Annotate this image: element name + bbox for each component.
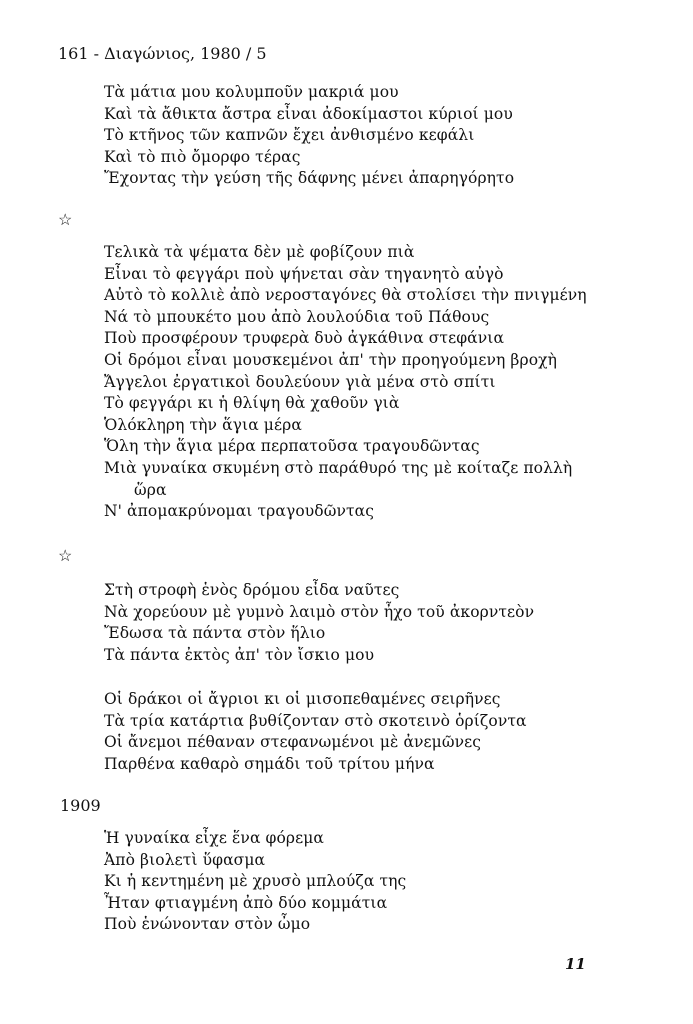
poem-line: Καὶ τὸ πιὸ ὄμορφο τέρας xyxy=(104,147,301,166)
poem-line: Νὰ χορεύουν μὲ γυμνὸ λαιμὸ στὸν ἦχο τοῦ ἀκορντεὸν xyxy=(104,602,535,621)
poem-line: Μιὰ γυναίκα σκυμένη στὸ παράθυρό της μὲ κοίταζε πολλὴ xyxy=(104,458,573,477)
poem-line: Ποὺ προσφέρουν τρυφερὰ δυὸ ἀγκάθινα στεφάνια xyxy=(104,329,505,348)
poem-line: Τὰ τρία κατάρτια βυθίζονταν στὸ σκοτεινὸ ὁρίζοντα xyxy=(104,711,527,730)
star-icon: ☆ xyxy=(58,546,73,565)
stanza-1 xyxy=(104,82,514,190)
poem-line: Στὴ στροφὴ ἑνὸς δρόμου εἶδα ναῦτες xyxy=(104,581,400,599)
poem-line: Ἄγγελοι ἐργατικοὶ δουλεύουν γιὰ μένα στὸ σπίτι xyxy=(104,372,496,391)
poem-line: Ἔχοντας τὴν γεύση τῆς δάφνης μένει ἀπαρηγόρητο xyxy=(104,169,515,188)
poem-line: Τὰ πάντα ἐκτὸς ἀπ' τὸν ἴσκιο μου xyxy=(104,645,375,664)
poem-line: Τὸ κτῆνος τῶν καπνῶν ἔχει ἀνθισμένο κεφάλι xyxy=(104,126,475,145)
stanza-3 xyxy=(104,580,534,666)
poem-line: Ἀπὸ βιολετὶ ὕφασμα xyxy=(104,850,266,869)
poem-line: Οἱ δράκοι οἱ ἄγριοι κι οἱ μισοπεθαμένες σειρῆνες xyxy=(104,690,501,708)
poem-line: Τελικὰ τὰ ψέματα δὲν μὲ φοβίζουν πιὰ xyxy=(104,243,415,261)
poem-line: Τὰ μάτια μου κολυμποῦν μακριά μου xyxy=(104,83,399,101)
poem-line: Ὅλη τὴν ἅγια μέρα περπατοῦσα τραγουδῶντας xyxy=(104,437,480,456)
poem-line: Ὁλόκληρη τὴν ἅγια μέρα xyxy=(104,415,302,434)
stanza-2 xyxy=(104,242,587,523)
stanza-5 xyxy=(104,828,406,936)
star-icon: ☆ xyxy=(58,210,73,229)
poem-line: Οἱ ἄνεμοι πέθαναν στεφανωμένοι μὲ ἀνεμῶνες xyxy=(104,733,482,752)
year-heading: 1909 xyxy=(60,796,101,815)
poem-line: Αὐτὸ τὸ κολλιὲ ἀπὸ νεροσταγόνες θὰ στολίσει τὴν πνιγμένη xyxy=(104,286,587,305)
poem-line: Καὶ τὰ ἄθικτα ἄστρα εἶναι ἀδοκίμαστοι κύριοί μου xyxy=(104,104,513,123)
poem-line: Ἦταν φτιαγμένη ἀπὸ δύο κομμάτια xyxy=(104,893,388,912)
poem-line: Ἡ γυναίκα εἶχε ἕνα φόρεμα xyxy=(104,829,324,847)
poem-line: Τὸ φεγγάρι κι ἡ θλίψη θὰ χαθοῦν γιὰ xyxy=(104,394,400,413)
poem-line: Νά τὸ μπουκέτο μου ἀπὸ λουλούδια τοῦ Πάθους xyxy=(104,307,490,326)
poem-line: Οἱ δρόμοι εἶναι μουσκεμένοι ἀπ' τὴν προηγούμενη βροχὴ xyxy=(104,350,557,369)
poem-line: Εἶναι τὸ φεγγάρι ποὺ ψήνεται σὰν τηγανητὸ αὐγὸ xyxy=(104,264,504,283)
poem-line: Ν' ἀπομακρύνομαι τραγουδῶντας xyxy=(104,502,374,521)
page-number: 11 xyxy=(565,955,586,973)
page-header: 161 - Διαγώνιος, 1980 / 5 xyxy=(58,44,267,63)
poem-line: Ποὺ ἑνώνονταν στὸν ὦμο xyxy=(104,915,311,934)
poem-line-continuation: ὥρα xyxy=(134,480,167,499)
poem-line: Παρθένα καθαρὸ σημάδι τοῦ τρίτου μήνα xyxy=(104,754,435,773)
poem-line: Κι ἡ κεντημένη μὲ χρυσὸ μπλούζα της xyxy=(104,872,407,891)
stanza-4 xyxy=(104,689,527,775)
poem-line: Ἔδωσα τὰ πάντα στὸν ἥλιο xyxy=(104,624,326,643)
